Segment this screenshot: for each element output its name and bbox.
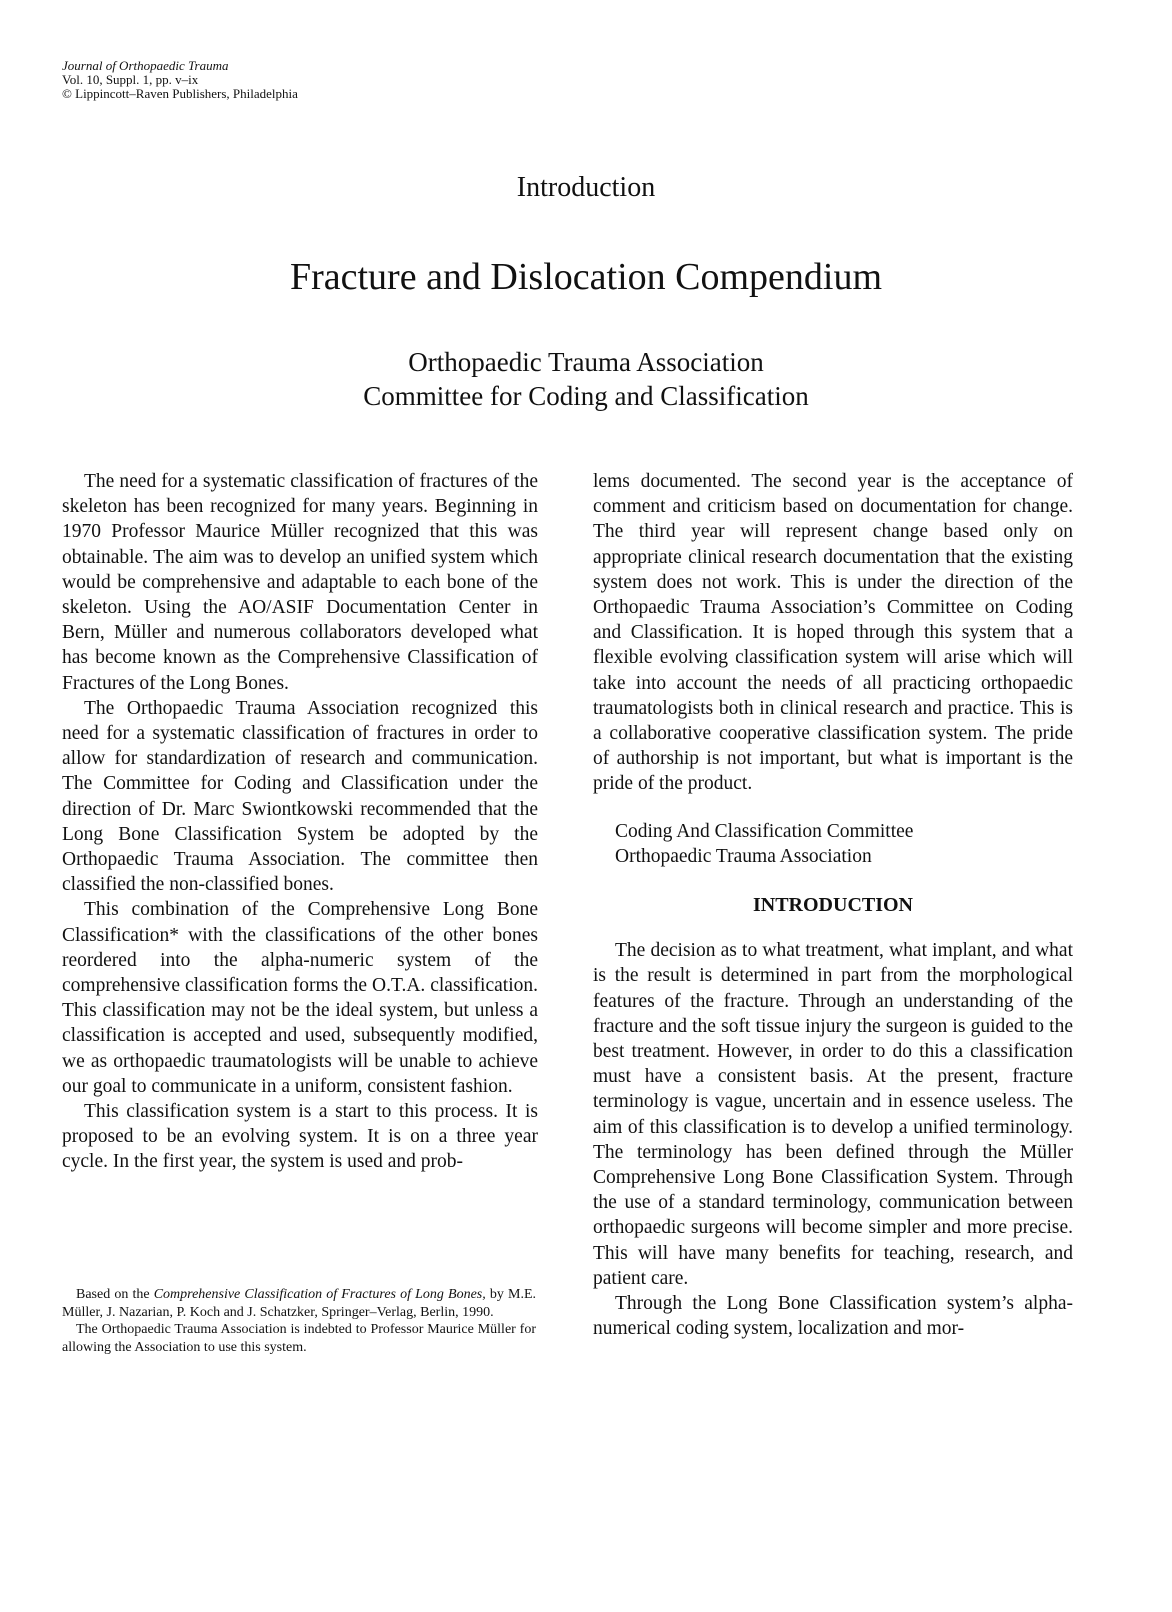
paragraph: This classification system is a start to this process. It is proposed to be an evolving system. It is on a three year cycle. In the first year, the system is used and prob- [62, 1101, 538, 1173]
signature-line-2: Orthopaedic Trauma Association [615, 845, 872, 867]
signature-line-1: Coding And Classification Committee [615, 820, 914, 842]
journal-header [62, 59, 298, 101]
footnote-1-title: Comprehensive Classification of Fractures of Long Bones, [153, 1287, 486, 1302]
left-column [62, 469, 538, 1175]
paragraph: The decision as to what treatment, what implant, and what is the result is determined in part from the morphological features of the fracture. Through an understanding of the fracture and the soft tissue injury the surgeon is guided to the best treatment. However, in order to do this a classification must have a consistent basis. At the present, fracture terminology is vague, uncertain and in essence useless. The aim of this classification is to develop a unified terminology. The terminology has been defined through the Müller Comprehensive Long Bone Classification System. Through the use of a standard terminology, communication between orthopaedic surgeons will become simpler and more precise. This will have many benefits for teaching, research, and patient care. [593, 940, 1073, 1289]
footnotes [62, 1286, 536, 1356]
section-heading: INTRODUCTION [752, 894, 914, 917]
right-column [593, 469, 1073, 1342]
section-label: Introduction [516, 172, 656, 203]
signature-block [615, 819, 1073, 869]
footnote-1-suffix: by M.E. Müller, J. Nazarian, P. Koch and J. Schatzker, Springer–Verlag, Berlin, 1990. [62, 1287, 536, 1320]
paragraph: The Orthopaedic Trauma Association recognized this need for a systematic classification of fractures in order to allow for standardization of research and communication. The Committee for Coding and Classification under the direction of Dr. Marc Swiontkowski recommended that the Long Bone Classification System be adopted by the Orthopaedic Trauma Association. The committee then classified the non-classified bones. [62, 697, 538, 896]
footnote-1-prefix: Based on the [76, 1287, 154, 1302]
paragraph: lems documented. The second year is the acceptance of comment and criticism based on documentation for change. The third year will represent change based only on appropriate clinical research documentation that the existing system does not work. This is under the direction of the Orthopaedic Trauma Association’s Committee on Coding and Classification. It is hoped through this system that a flexible evolving classification system will arise which will take into account the needs of all practicing orthopaedic traumatologists both in clinical research and practice. This is a collaborative cooperative classification system. The pride of authorship is not important, but what is important is the pride of the product. [593, 471, 1073, 795]
footnote-2: The Orthopaedic Trauma Association is indebted to Professor Maurice Müller for allowing the Association to use this system. [62, 1322, 536, 1355]
paragraph: Through the Long Bone Classification system’s alpha-numerical coding system, localization and mor- [593, 1293, 1073, 1340]
author-line-2: Committee for Coding and Classification [363, 381, 809, 411]
journal-name: Journal of Orthopaedic Trauma [62, 58, 229, 73]
footnote-1 [62, 1286, 536, 1321]
author-line-1: Orthopaedic Trauma Association [408, 347, 764, 377]
author-block [0, 345, 1172, 413]
journal-volume: Vol. 10, Suppl. 1, pp. v–ix [62, 72, 199, 87]
paragraph: This combination of the Comprehensive Long Bone Classification* with the classifications of the other bones reordered into the alpha-numeric system of the comprehensive classification forms the O.T.A. classification. This classification may not be the ideal system, but unless a classification is accepted and used, subsequently modified, we as orthopaedic traumatologists will be unable to achieve our goal to communicate in a uniform, consistent fashion. [62, 899, 538, 1097]
paragraph: The need for a systematic classification of fractures of the skeleton has been recognized for many years. Beginning in 1970 Professor Maurice Müller recognized that this was obtainable. The aim was to develop an unified system which would be comprehensive and adaptable to each bone of the skeleton. Using the AO/ASIF Documentation Center in Bern, Müller and numerous collaborators developed what has become known as the Comprehensive Classification of Fractures of the Long Bones. [62, 471, 538, 694]
page-title: Fracture and Dislocation Compendium [289, 256, 883, 298]
publisher-line: © Lippincott–Raven Publishers, Philadelphia [62, 86, 298, 101]
